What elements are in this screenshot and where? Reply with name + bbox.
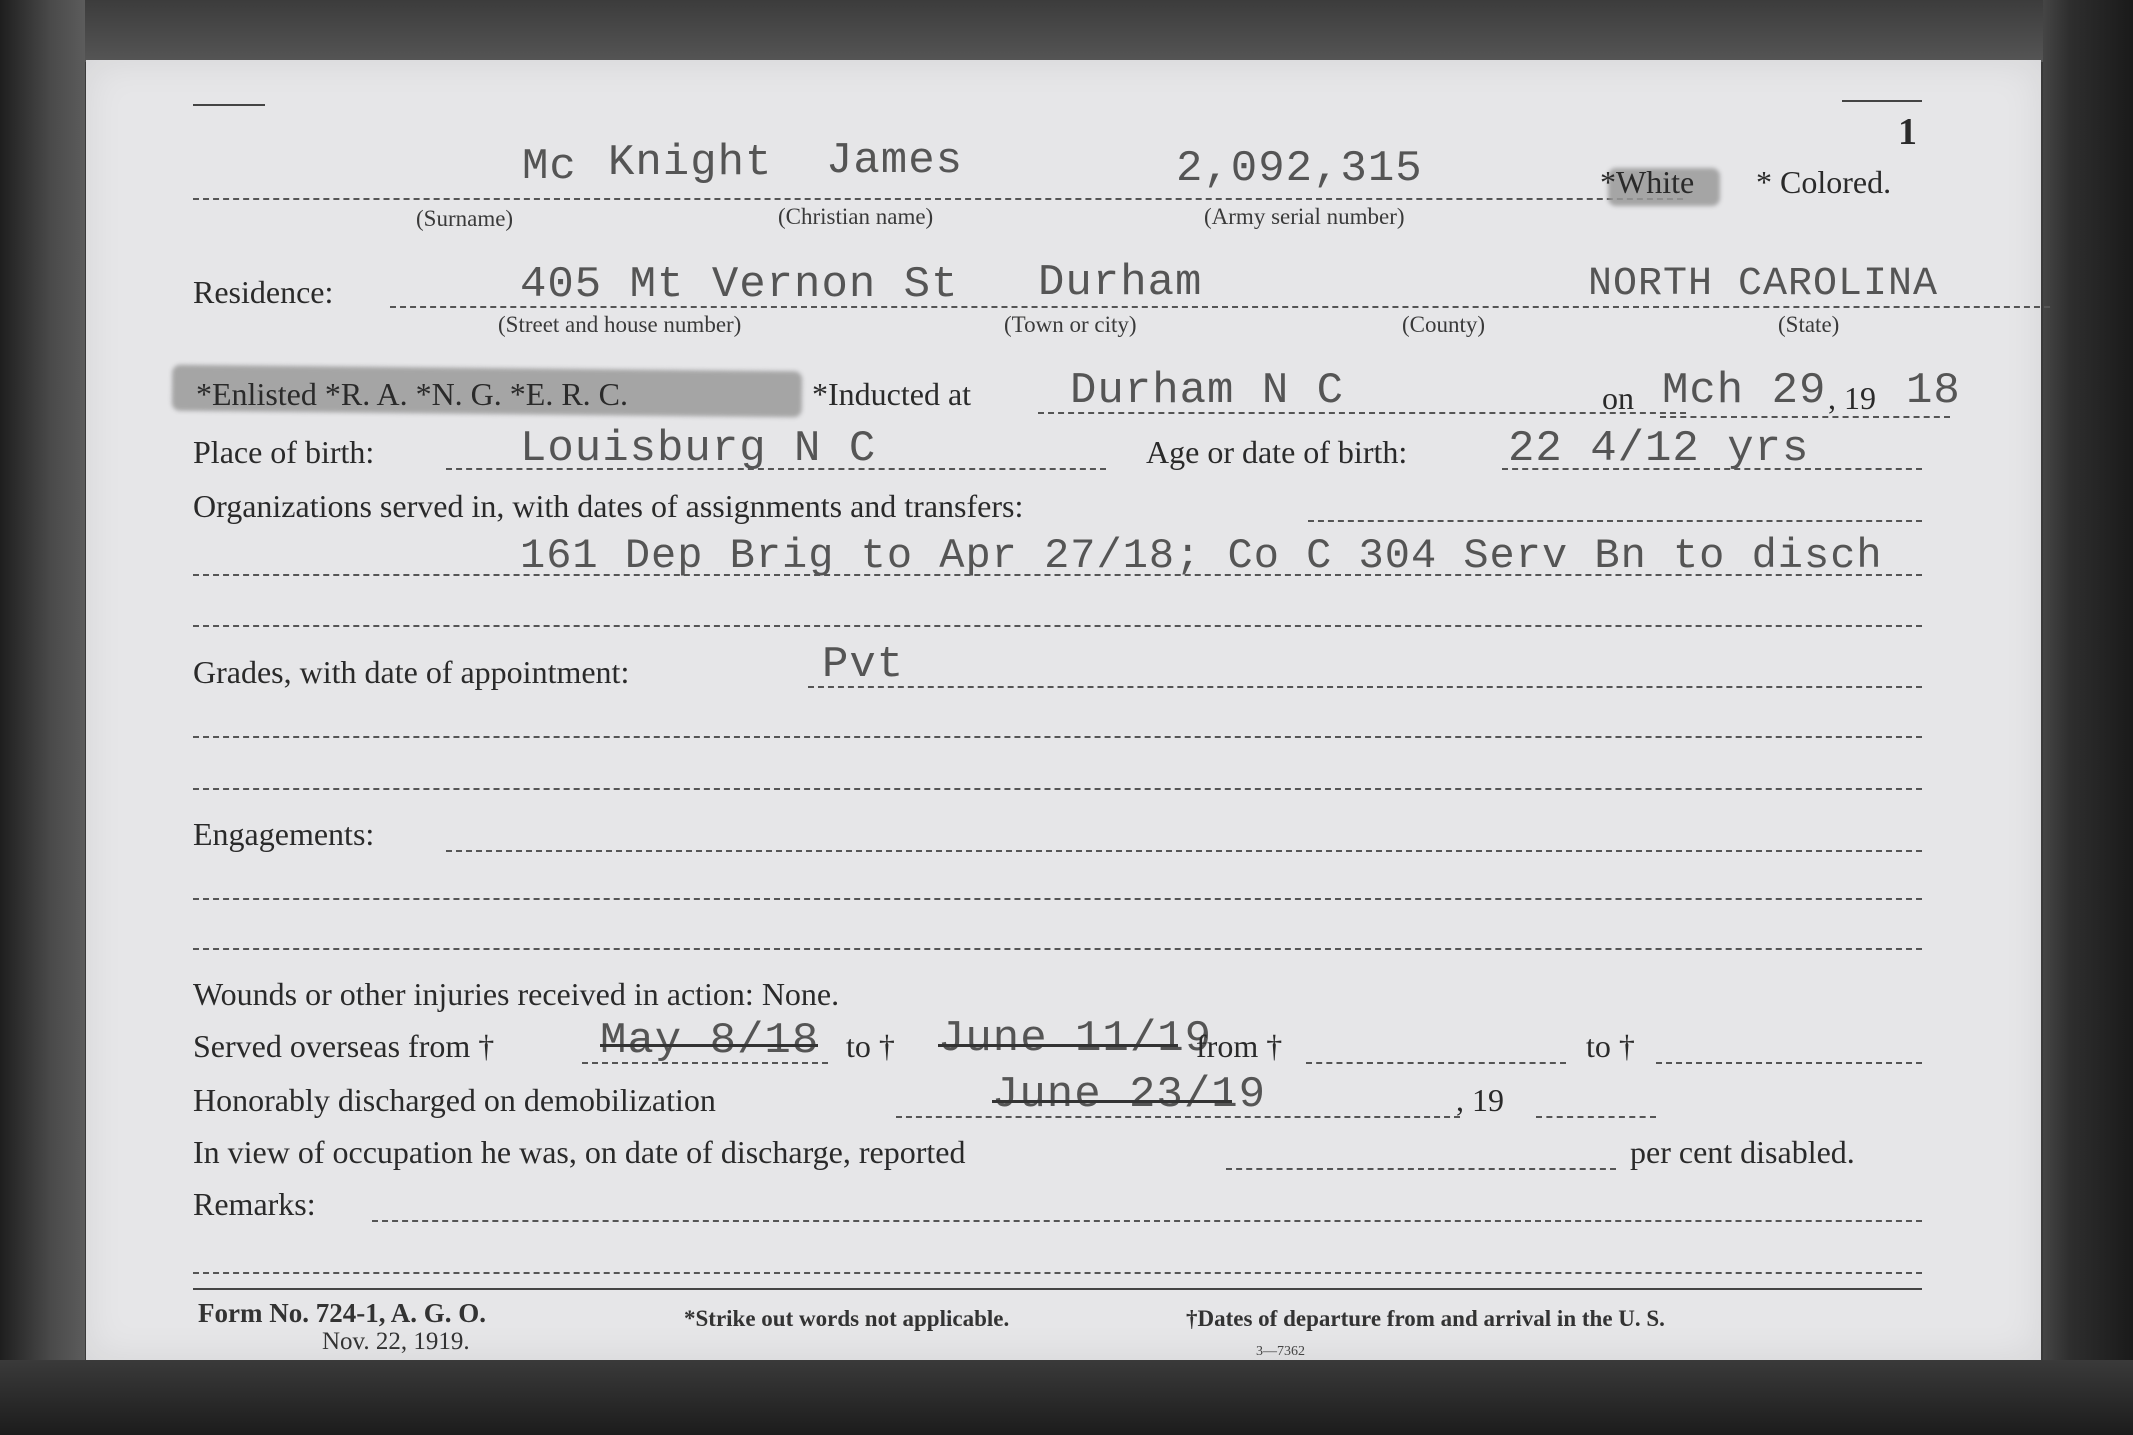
strike-out-note: *Strike out words not applicable.	[684, 1306, 1010, 1331]
residence-label: Residence:	[193, 274, 334, 310]
grades-label: Grades, with date of appointment:	[193, 654, 630, 690]
enlisted-options: *Enlisted *R. A. *N. G. *E. R. C.	[196, 376, 629, 412]
discharge-overstrike	[992, 1100, 1232, 1103]
disability-suffix: per cent disabled.	[1630, 1134, 1855, 1170]
grades-value: Pvt	[822, 640, 905, 690]
scan-border-left	[0, 0, 85, 1435]
name-prefix: Mc	[522, 142, 577, 192]
overseas-label: Served overseas from †	[193, 1028, 495, 1064]
organizations-line-2	[193, 574, 1922, 576]
grades-line-3	[193, 788, 1922, 790]
county-label: (County)	[1402, 312, 1486, 337]
age-line	[1502, 468, 1922, 470]
printer-code: 3—7362	[1256, 1344, 1305, 1359]
place-of-birth-line	[446, 468, 1106, 470]
corner-mark-right	[1842, 100, 1922, 102]
discharge-label: Honorably discharged on demobilization	[193, 1082, 716, 1118]
inducted-line	[1038, 412, 1686, 414]
overseas-from2-line	[1306, 1062, 1566, 1064]
street-label: (Street and house number)	[498, 312, 742, 337]
overseas-to2-label: to †	[1586, 1028, 1635, 1064]
overseas-from-line	[582, 1062, 828, 1064]
residence-line	[390, 306, 2050, 308]
age-label: Age or date of birth:	[1146, 434, 1408, 470]
age-value: 22 4/12 yrs	[1508, 424, 1810, 474]
serial-number-label: (Army serial number)	[1204, 204, 1405, 229]
scan-border-bottom	[0, 1360, 2133, 1435]
form-number: Form No. 724-1, A. G. O.	[198, 1298, 486, 1328]
inducted-at-value: Durham N C	[1070, 366, 1345, 416]
residence-street-value: 405 Mt Vernon St	[520, 260, 959, 310]
engagements-label: Engagements:	[193, 816, 375, 852]
dates-note: †Dates of departure from and arrival in the U. S.	[1186, 1306, 1665, 1331]
induction-date-value: Mch 29	[1662, 366, 1827, 416]
surname-label: (Surname)	[416, 206, 514, 231]
discharge-year-line	[1536, 1116, 1656, 1118]
engagements-line-3	[193, 948, 1922, 950]
card-number: 1	[1898, 111, 1917, 153]
grades-line-1	[808, 686, 1922, 688]
disability-label: In view of occupation he was, on date of discharge, reported	[193, 1134, 966, 1170]
footer-rule	[193, 1288, 1922, 1290]
overseas-from2-label: from †	[1196, 1028, 1283, 1064]
state-label: (State)	[1778, 312, 1840, 337]
organizations-label: Organizations served in, with dates of assignments and transfers:	[193, 488, 1024, 524]
form-date: Nov. 22, 1919.	[322, 1328, 470, 1355]
overseas-to-value: June 11/19	[938, 1014, 1213, 1064]
serial-number-value: 2,092,315	[1176, 144, 1423, 194]
residence-town-value: Durham	[1038, 258, 1203, 308]
place-of-birth-label: Place of birth:	[193, 434, 375, 470]
engagements-line-2	[193, 898, 1922, 900]
service-record-card	[86, 60, 2041, 1360]
wounds-label: Wounds or other injuries received in action: None.	[193, 976, 840, 1012]
overseas-to-overstrike	[938, 1044, 1178, 1047]
organizations-value: 161 Dep Brig to Apr 27/18; Co C 304 Serv Bn to disch	[520, 532, 1883, 580]
scan-border-top	[0, 0, 2133, 62]
discharge-line	[896, 1116, 1460, 1118]
christian-name-value: James	[826, 136, 964, 186]
residence-state-value: NORTH CAROLINA	[1588, 262, 1939, 307]
on-label: on	[1602, 380, 1634, 416]
induction-year-value: 18	[1906, 366, 1961, 416]
induction-date-line	[1660, 416, 1950, 418]
organizations-line-1	[1308, 520, 1922, 522]
place-of-birth-value: Louisburg N C	[520, 424, 877, 474]
overseas-to-label: to †	[846, 1028, 895, 1064]
scan-border-right	[2043, 0, 2133, 1435]
surname-value: Knight	[608, 138, 773, 188]
christian-name-label: (Christian name)	[778, 204, 934, 229]
overseas-to2-line	[1656, 1062, 1922, 1064]
remarks-label: Remarks:	[193, 1186, 316, 1222]
race-colored-option: * Colored.	[1756, 164, 1892, 200]
organizations-line-3	[193, 625, 1922, 627]
town-label: (Town or city)	[1004, 312, 1137, 337]
engagements-line-1	[446, 850, 1922, 852]
name-line	[193, 198, 1683, 200]
overseas-from-overstrike	[600, 1044, 818, 1047]
grades-line-2	[193, 736, 1922, 738]
remarks-line-2	[193, 1272, 1922, 1274]
disability-line	[1226, 1168, 1616, 1170]
induction-year-prefix: , 19	[1828, 380, 1876, 416]
overseas-from-value: May 8/18	[600, 1016, 820, 1066]
remarks-line-1	[372, 1220, 1922, 1222]
inducted-label: *Inducted at	[812, 376, 972, 412]
corner-mark-left	[193, 104, 265, 106]
discharge-year-label: , 19	[1456, 1082, 1504, 1118]
discharge-date-value: June 23/19	[992, 1070, 1267, 1120]
race-white-option: *White	[1600, 164, 1695, 200]
